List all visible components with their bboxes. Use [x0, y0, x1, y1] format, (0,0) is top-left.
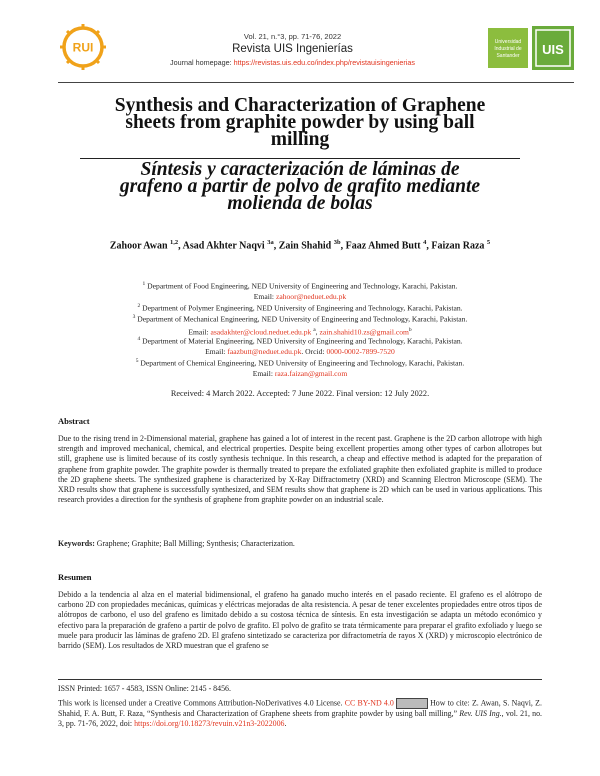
doi-link[interactable]: https://doi.org/10.18273/revuin.v21n3-2022006 — [134, 718, 285, 728]
email-marker: a — [313, 327, 316, 334]
publication-dates: Received: 4 March 2022. Accepted: 7 June 2022. Final version: 12 July 2022. — [170, 389, 430, 398]
resumen-heading: Resumen — [58, 572, 92, 582]
affiliation-number: 2 — [137, 303, 141, 309]
author-list: Zahoor Awan $^{1,2}$, Asad Akhter Naqvi $^{3a}$, Zain Shahid $^{3b}$, Faaz Ahmed Butt $^4$, Faizan Raza $^5$ — [109, 239, 491, 252]
affiliation-number: 5 — [135, 358, 139, 364]
cc-license-icon[interactable] — [396, 698, 428, 709]
abstract-text: Due to the rising trend in 2-Dimensional material, graphene has gained a lot of interest in the recent past. Graphene is the 2D carbon allotrope with high strength and improved mechanical, chemical, and electrical properties. Despite being excellent properties among other types of carbon allotropes but still, graphene use is limited because of its costly synthesis technique. In this research, a cheap and effective method is adapted for the preparation of graphene from graphite powder. The graphite powder is thermally treated to prepare the exfoliated graphite then exfoliated graphite is milled to produce the 2D graphene sheets. The synthesized graphene is characterized by X-Ray Diffractometry (XRD) and Scanning Electron Microscope (SEM). The XRD results show that graphene is successfully synthesized, and SEM results show that graphene is 2D which can be used in various applications. This research provides a direction for the synthesis of graphene from graphite powder on an industrial scale. — [58, 434, 542, 505]
affiliation-5 — [60, 356, 540, 380]
affiliation-4 — [60, 334, 540, 358]
resumen-text: Debido a la tendencia al alza en el material bidimensional, el grafeno ha ganado mucho interés en el pasado reciente. El grafeno es el alótropo de carbono 2D con propiedades mecánicas, químicas y eléctricas mejoradas de alta resistencia. A pesar de tener excelentes propiedades entre otros tipos de alótropos de carbono, el uso del grafeno es limitado debido a su costosa técnica de síntesis. En esta investigación se adapta un método económico y efectivo para la preparación de grafeno a partir de polvo de grafito. El polvo de grafito se trata térmicamente para preparar el grafito exfoliado y luego se muele para producir las láminas de grafeno 2D. El grafeno sintetizado se caracteriza por difractometría de rayos X (XRD) y microscopio electrónico de barrido (SEM). Los resultados de XRD muestran que el grafeno se — [58, 590, 542, 651]
affiliation-text: Department of Material Engineering, NED University of Engineering and Technology, Karachi, Pakistan. — [140, 336, 463, 346]
abstract-heading: Abstract — [58, 416, 90, 426]
footer-divider — [58, 679, 542, 680]
rui-logo-text: RUI — [72, 40, 94, 55]
author-affiliation: 4 — [423, 239, 427, 246]
homepage-label: Journal homepage: — [170, 58, 234, 67]
volume-info: Vol. 21, n.°3, pp. 71-76, 2022 — [243, 32, 342, 41]
cite-end: . — [284, 718, 287, 728]
university-logo-line: Santander — [496, 53, 520, 59]
title-line: molienda de bolas — [227, 193, 373, 214]
title-spanish — [60, 161, 540, 212]
journal-name: Revista UIS Ingenierías — [232, 43, 353, 55]
header-divider — [58, 82, 574, 83]
orcid-link[interactable]: 0000-0002-7899-7520 — [326, 347, 395, 357]
email-link[interactable]: zahoor@neduet.edu.pk — [275, 292, 347, 302]
email-label: Email: — [188, 327, 211, 337]
cite-journal: Rev. UIS Ing. — [459, 709, 502, 718]
title-line: Synthesis and Characterization of Graphene — [114, 95, 486, 116]
university-logo-line: Industrial de — [494, 46, 522, 52]
author-affiliation: 3a — [267, 239, 274, 246]
keywords-label: Keywords: — [58, 539, 95, 548]
author-name: Zahoor Awan — [109, 240, 171, 252]
license-link[interactable]: CC BY-ND 4.0 — [344, 698, 394, 708]
keywords-list: Graphene; Graphite; Ball Milling; Synthesis; Characterization. — [94, 539, 295, 548]
uis-emblem-text: UIS — [542, 42, 564, 57]
orcid-label: . Orcid: — [301, 347, 327, 357]
author-name: Faaz Ahmed Butt — [345, 240, 424, 252]
journal-homepage — [120, 58, 465, 67]
author-name: Asad Akhter Naqvi — [182, 240, 268, 252]
author-affiliation: 3b — [333, 239, 341, 246]
license-text: This work is licensed under a Creative Commons Attribution-NoDerivatives 4.0 License. — [58, 698, 345, 708]
uis-emblem — [532, 26, 574, 70]
journal-header — [120, 32, 465, 67]
author-name: Faizan Raza — [431, 240, 487, 252]
issn-info: ISSN Printed: 1657 - 4583, ISSN Online: 2145 - 8456. — [58, 684, 231, 693]
affiliation-number: 4 — [137, 336, 141, 342]
author-name: Zain Shahid — [278, 240, 334, 252]
title-line: Síntesis y caracterización de láminas de — [140, 159, 460, 180]
affiliation-number: 1 — [142, 281, 146, 287]
university-logo — [488, 28, 528, 68]
affiliation-1 — [60, 279, 540, 303]
email-marker: b — [408, 327, 412, 334]
affiliation-number: 3 — [132, 314, 136, 320]
email-label: Email: — [205, 347, 228, 357]
title-english — [60, 97, 540, 148]
email-link[interactable]: raza.faizan@gmail.com — [274, 369, 348, 379]
email-link[interactable]: asadakhter@cloud.neduet.edu.pk — [210, 327, 312, 337]
author-affiliation: 5 — [486, 239, 491, 246]
email-label: Email: — [252, 369, 275, 379]
university-logo-line: Universidad — [494, 39, 522, 45]
title-line: sheets from graphite powder by using ball — [125, 112, 475, 133]
affiliation-text: Department of Chemical Engineering, NED University of Engineering and Technology, Karachi, Pakistan. — [138, 358, 465, 368]
affiliation-text: Department of Mechanical Engineering, NED University of Engineering and Technology, Karachi, Pakistan. — [135, 314, 468, 324]
keywords — [58, 539, 542, 549]
email-link[interactable]: faazbutt@neduet.edu.pk — [227, 347, 302, 357]
cite-text: How to cite: Z. Awan, S. Naqvi, Z. Shahid, F. A. Butt, F. Raza, “Synthesis and Characterization of Graphene sheets from graphite powder by using ball milling,” — [58, 698, 542, 718]
affiliation-text: Department of Food Engineering, NED University of Engineering and Technology, Karachi, Pakistan. — [145, 281, 458, 291]
author-affiliation: 1,2 — [170, 239, 179, 246]
rui-logo — [58, 22, 108, 72]
homepage-link[interactable]: https://revistas.uis.edu.co/index.php/revistauisingenierias — [233, 58, 415, 67]
email-link[interactable]: zain.shahid10.zs@gmail.com — [319, 327, 409, 337]
license-and-citation — [58, 698, 542, 728]
email-label: Email: — [253, 292, 276, 302]
title-line: milling — [270, 129, 330, 150]
affiliation-text: Department of Polymer Engineering, NED University of Engineering and Technology, Karachi, Pakistan. — [140, 303, 463, 313]
affiliation-3: $^3$ Department of Mechanical Engineering, NED University of Engineering and Technology, Karachi, Pakistan. Email: asadakhter@cloud.neduet.edu.pk $^a$, zain.shahid10.zs@gmail.com$^b$ — [132, 314, 468, 337]
title-line: grafeno a partir de polvo de grafito mediante — [119, 176, 481, 197]
cite-details: , vol. 21, no. 3, pp. 71-76, 2022, doi: — [58, 709, 542, 728]
